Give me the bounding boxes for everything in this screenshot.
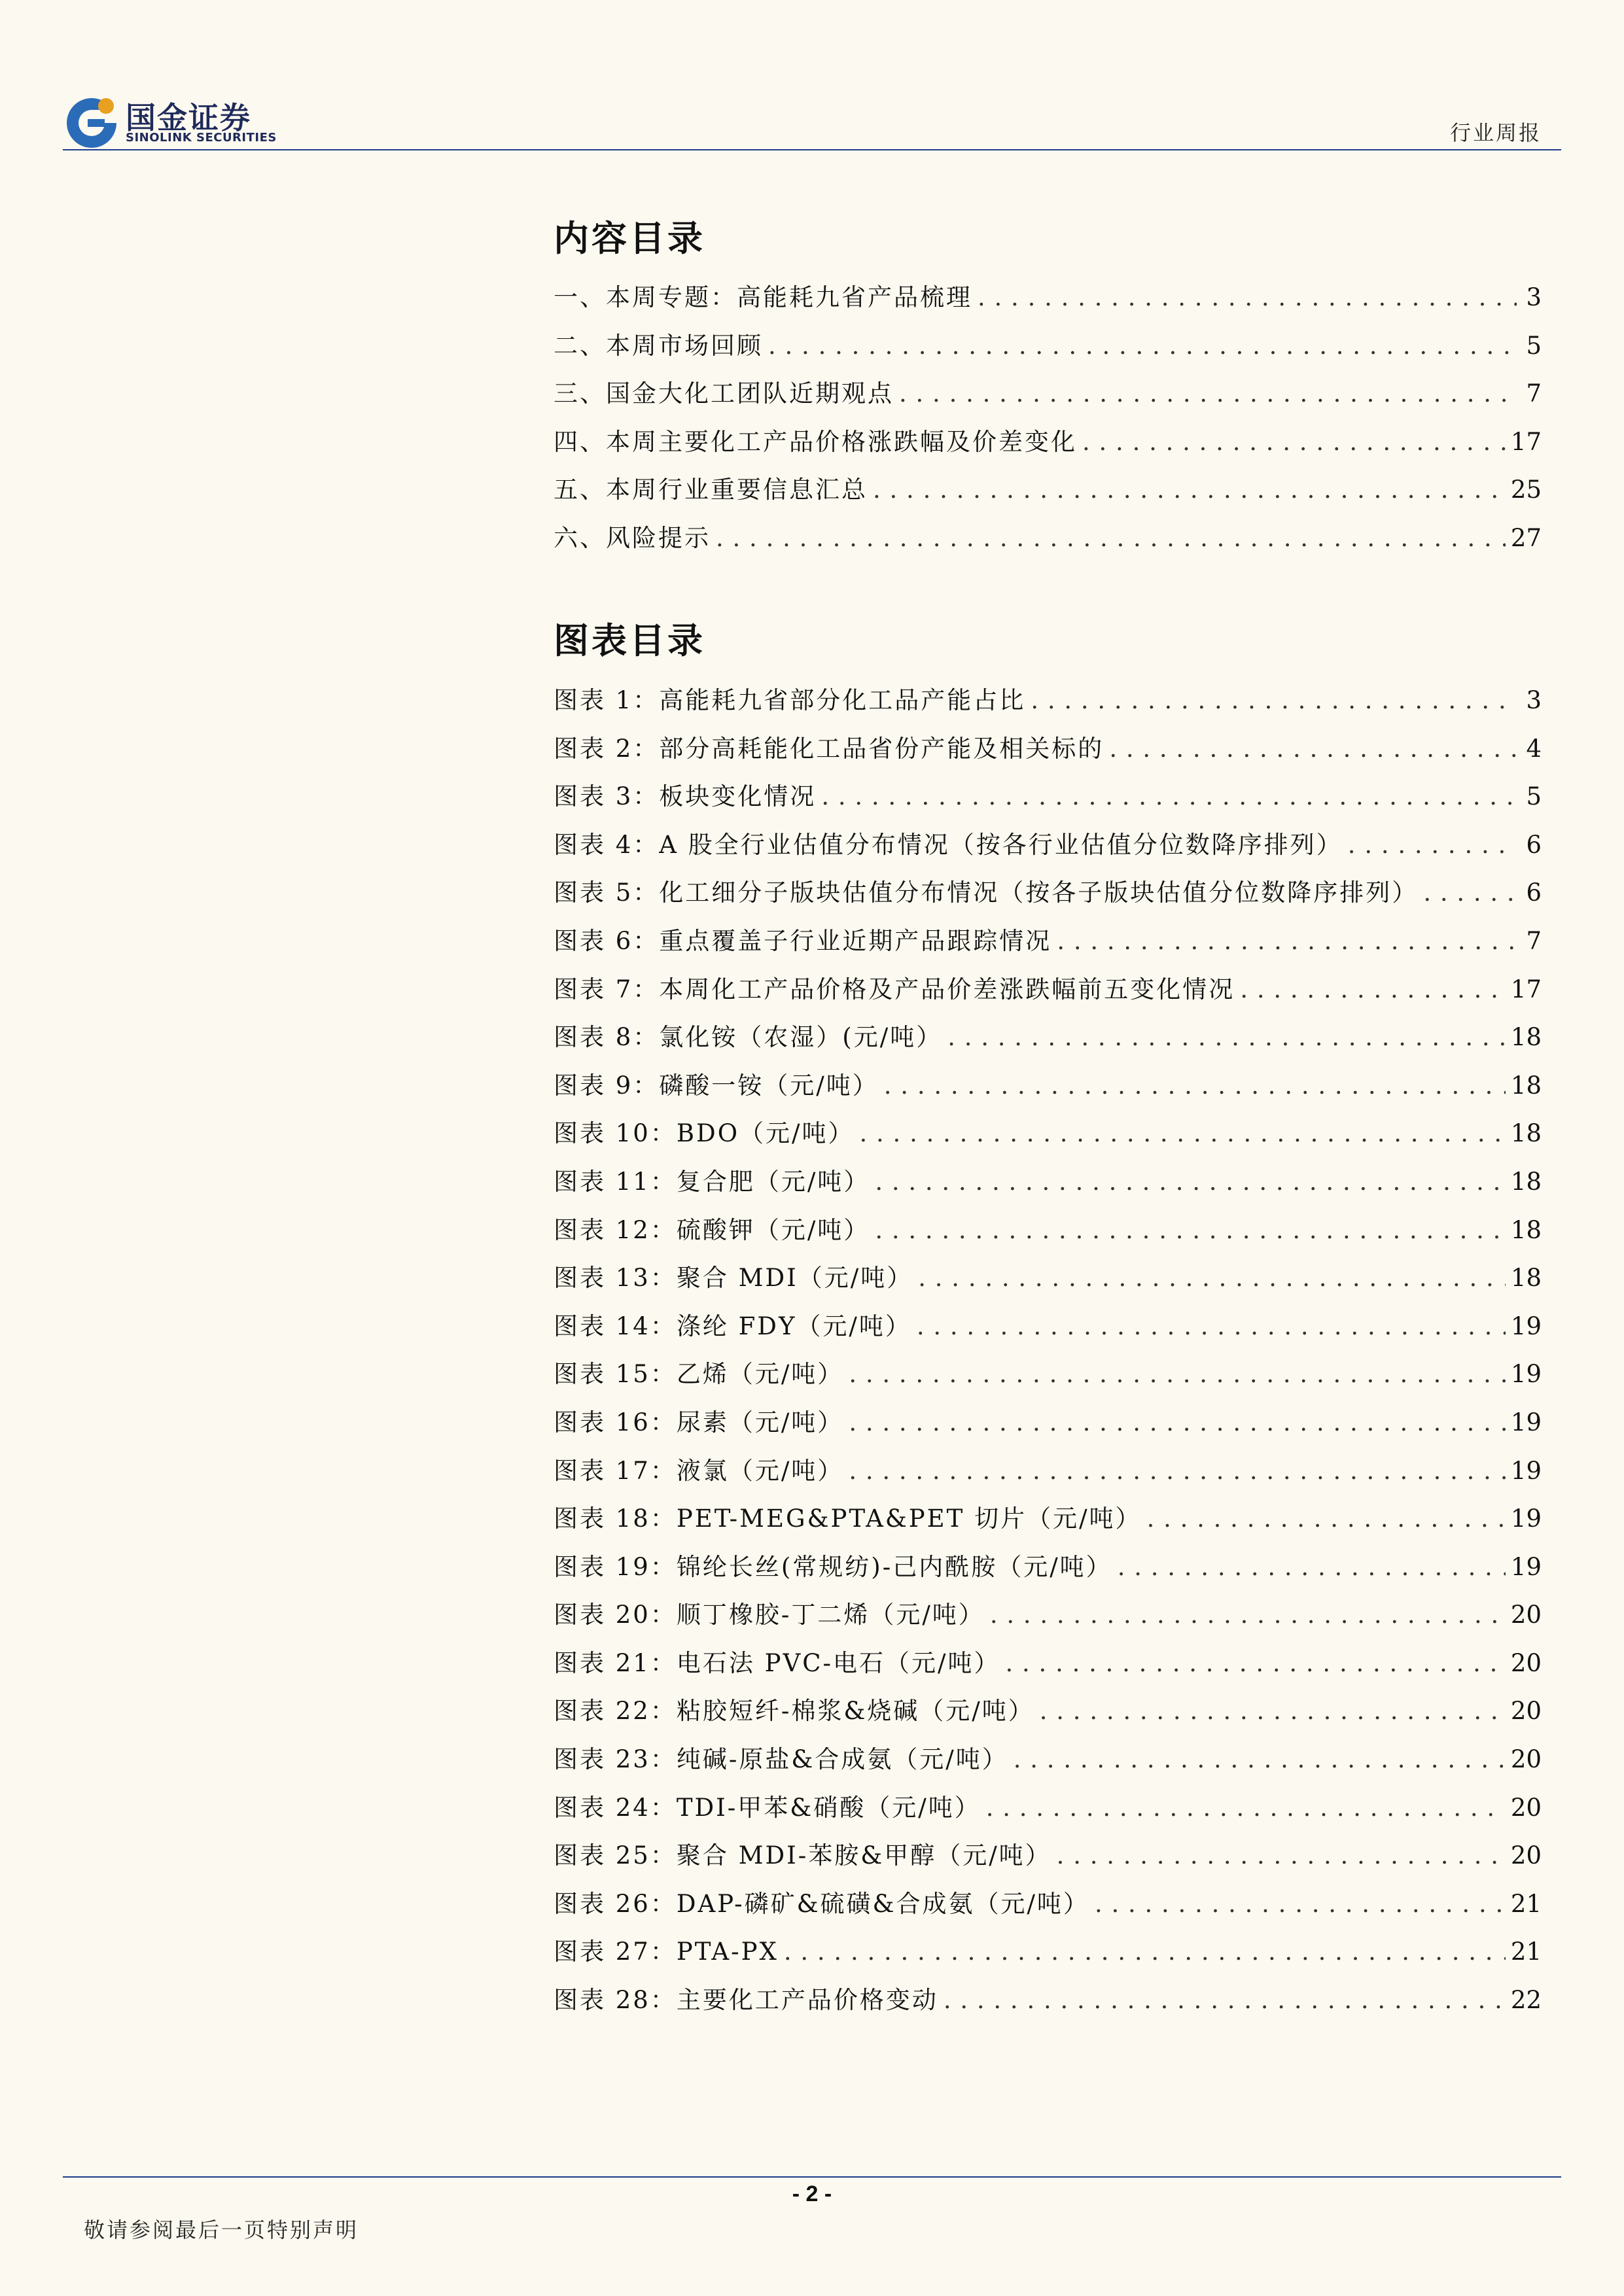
figure-entry[interactable] [554, 1639, 1542, 1688]
toc-entry-label: 四、本周主要化工产品价格涨跌幅及价差变化 [554, 427, 1077, 456]
contents-entry[interactable] [554, 514, 1542, 563]
toc-page-number: 21 [1510, 1938, 1542, 1966]
toc-entry-label: 图表 3：板块变化情况 [554, 782, 817, 811]
toc-leader-dots [716, 514, 1506, 563]
figures-title: 图表目录 [554, 619, 705, 661]
toc-leader-dots [1109, 725, 1517, 773]
figure-entry[interactable] [554, 1062, 1542, 1110]
contents-entry[interactable] [554, 370, 1542, 418]
toc-page-number: 5 [1526, 331, 1542, 360]
figure-entry[interactable] [554, 1302, 1542, 1351]
toc-leader-dots [1014, 1735, 1506, 1784]
toc-page-number: 6 [1526, 878, 1542, 907]
toc-page-number: 17 [1510, 427, 1542, 456]
figure-entry[interactable] [554, 1735, 1542, 1784]
contents-entry[interactable] [554, 466, 1542, 514]
sinolink-logo-icon [63, 93, 120, 150]
toc-leader-dots [768, 322, 1517, 370]
toc-leader-dots [978, 273, 1517, 322]
toc-entry-label: 图表 24：TDI-甲苯&硝酸（元/吨） [554, 1793, 981, 1822]
toc-leader-dots [849, 1447, 1506, 1495]
figure-entry[interactable] [554, 676, 1542, 725]
toc-entry-label: 图表 14：涤纶 FDY（元/吨） [554, 1312, 911, 1340]
toc-leader-dots [1057, 917, 1517, 965]
toc-leader-dots [986, 1784, 1506, 1832]
toc-page-number: 19 [1510, 1552, 1542, 1581]
toc-entry-label: 图表 19：锦纶长丝(常规纺)-己内酰胺（元/吨） [554, 1552, 1112, 1581]
toc-entry-label: 五、本周行业重要信息汇总 [554, 476, 868, 504]
toc-leader-dots [918, 1254, 1506, 1302]
toc-entry-label: 图表 27：PTA-PX [554, 1938, 779, 1966]
toc-leader-dots [875, 1206, 1506, 1255]
toc-page-number: 5 [1526, 782, 1542, 811]
figure-entry[interactable] [554, 1880, 1542, 1928]
toc-entry-label: 图表 1：高能耗九省部分化工品产能占比 [554, 686, 1026, 714]
toc-page-number: 6 [1526, 830, 1542, 859]
figure-entry[interactable] [554, 1254, 1542, 1302]
header-divider [63, 149, 1561, 150]
figure-entry[interactable] [554, 1543, 1542, 1592]
toc-entry-label: 图表 28：主要化工产品价格变动 [554, 1986, 938, 2015]
toc-entry-label: 图表 16：尿素（元/吨） [554, 1408, 844, 1436]
toc-leader-dots [860, 1109, 1506, 1158]
toc-entry-label: 图表 23：纯碱-原盐&合成氨（元/吨） [554, 1745, 1008, 1774]
figure-entry[interactable] [554, 1447, 1542, 1495]
toc-page-number: 7 [1526, 926, 1542, 955]
figure-entry[interactable] [554, 1013, 1542, 1062]
toc-leader-dots [944, 1976, 1506, 2025]
toc-leader-dots [1147, 1495, 1506, 1543]
toc-page-number: 18 [1510, 1167, 1542, 1196]
toc-page-number: 27 [1510, 523, 1542, 552]
toc-leader-dots [884, 1062, 1506, 1110]
toc-entry-label: 图表 15：乙烯（元/吨） [554, 1360, 844, 1389]
toc-entry-label: 图表 12：硫酸钾（元/吨） [554, 1215, 870, 1244]
toc-leader-dots [821, 773, 1517, 821]
toc-entry-label: 图表 25：聚合 MDI-苯胺&甲醇（元/吨） [554, 1841, 1051, 1870]
toc-page-number: 18 [1510, 1264, 1542, 1293]
figure-entry[interactable] [554, 1928, 1542, 1976]
toc-entry-label: 图表 21：电石法 PVC-电石（元/吨） [554, 1648, 1000, 1677]
contents-entry[interactable] [554, 418, 1542, 466]
footer-divider [63, 2176, 1561, 2178]
toc-entry-label: 图表 13：聚合 MDI（元/吨） [554, 1264, 913, 1293]
toc-entry-label: 图表 2：部分高耗能化工品省份产能及相关标的 [554, 734, 1104, 763]
contents-entry[interactable] [554, 273, 1542, 322]
toc-page-number: 18 [1510, 1215, 1542, 1244]
toc-entry-label: 图表 8：氯化铵（农湿）(元/吨） [554, 1023, 943, 1052]
toc-page-number: 3 [1526, 686, 1542, 714]
toc-entry-label: 图表 11：复合肥（元/吨） [554, 1167, 870, 1196]
document-type: 行业周报 [1449, 120, 1542, 145]
toc-entry-label: 三、国金大化工团队近期观点 [554, 379, 894, 408]
toc-leader-dots [1118, 1543, 1506, 1592]
figure-entry[interactable] [554, 917, 1542, 965]
toc-page-number: 3 [1526, 283, 1542, 311]
toc-page-number: 20 [1510, 1793, 1542, 1822]
toc-leader-dots [1006, 1639, 1506, 1688]
toc-entry-label: 图表 26：DAP-磷矿&硫磺&合成氨（元/吨） [554, 1889, 1089, 1918]
figure-entry[interactable] [554, 1399, 1542, 1447]
toc-leader-dots [1348, 821, 1517, 869]
toc-entry-label: 图表 18：PET-MEG&PTA&PET 切片（元/吨） [554, 1505, 1142, 1533]
toc-leader-dots [1031, 676, 1517, 725]
toc-leader-dots [917, 1302, 1506, 1351]
toc-entry-label: 图表 6：重点覆盖子行业近期产品跟踪情况 [554, 926, 1052, 955]
figure-entry[interactable] [554, 725, 1542, 773]
toc-page-number: 7 [1526, 379, 1542, 408]
toc-page-number: 18 [1510, 1071, 1542, 1100]
toc-entry-label: 图表 10：BDO（元/吨） [554, 1119, 855, 1148]
toc-leader-dots [1095, 1880, 1506, 1928]
figure-entry[interactable] [554, 965, 1542, 1014]
toc-entry-label: 图表 4：A 股全行业估值分布情况（按各行业估值分位数降序排列） [554, 830, 1343, 859]
figure-entry[interactable] [554, 1784, 1542, 1832]
toc-page-number: 20 [1510, 1697, 1542, 1726]
disclaimer: 敬请参阅最后一页特别声明 [84, 2218, 359, 2242]
toc-entry-label: 图表 7：本周化工产品价格及产品价差涨跌幅前五变化情况 [554, 975, 1235, 1003]
figure-entry[interactable] [554, 1495, 1542, 1543]
toc-leader-dots [1423, 869, 1517, 917]
toc-entry-label: 二、本周市场回顾 [554, 331, 763, 360]
toc-page-number: 19 [1510, 1505, 1542, 1533]
figure-entry[interactable] [554, 1158, 1542, 1206]
toc-page-number: 20 [1510, 1648, 1542, 1677]
figure-entry[interactable] [554, 773, 1542, 821]
toc-leader-dots [849, 1350, 1506, 1399]
figure-entry[interactable] [554, 869, 1542, 917]
toc-leader-dots [875, 1158, 1506, 1206]
toc-leader-dots [990, 1591, 1506, 1639]
toc-page-number: 18 [1510, 1023, 1542, 1052]
toc-page-number: 25 [1510, 476, 1542, 504]
contents-list [554, 273, 1542, 563]
toc-leader-dots [1040, 1687, 1506, 1735]
toc-page-number: 20 [1510, 1601, 1542, 1629]
figure-entry[interactable] [554, 821, 1542, 869]
toc-entry-label: 六、风险提示 [554, 523, 711, 552]
toc-leader-dots [873, 466, 1506, 514]
toc-page-number: 19 [1510, 1456, 1542, 1485]
toc-entry-label: 图表 5：化工细分子版块估值分布情况（按各子版块估值分位数降序排列） [554, 878, 1419, 907]
figures-list [554, 676, 1542, 2025]
figure-entry[interactable] [554, 1591, 1542, 1639]
logo-text-en: SINOLINK SECURITIES [126, 131, 277, 145]
toc-page-number: 20 [1510, 1841, 1542, 1870]
toc-page-number: 21 [1510, 1889, 1542, 1918]
company-logo [63, 93, 298, 150]
toc-page-number: 19 [1510, 1360, 1542, 1389]
toc-leader-dots [947, 1013, 1506, 1062]
figure-entry[interactable] [554, 1832, 1542, 1880]
toc-entry-label: 图表 20：顺丁橡胶-丁二烯（元/吨） [554, 1601, 985, 1629]
contents-title: 内容目录 [554, 217, 705, 259]
toc-leader-dots [849, 1399, 1506, 1447]
figure-entry[interactable] [554, 1206, 1542, 1255]
logo-text-cn: 国金证券 [126, 100, 251, 135]
figure-entry[interactable] [554, 1109, 1542, 1158]
toc-page-number: 18 [1510, 1119, 1542, 1148]
toc-leader-dots [899, 370, 1517, 418]
toc-entry-label: 图表 22：粘胶短纤-棉浆&烧碱（元/吨） [554, 1697, 1034, 1726]
toc-page-number: 20 [1510, 1745, 1542, 1774]
figure-entry[interactable] [554, 1976, 1542, 2025]
toc-page-number: 19 [1510, 1312, 1542, 1340]
toc-page-number: 17 [1510, 975, 1542, 1003]
toc-leader-dots [1082, 418, 1506, 466]
toc-leader-dots [784, 1928, 1506, 1976]
figure-entry[interactable] [554, 1687, 1542, 1735]
toc-page-number: 4 [1526, 734, 1542, 763]
toc-page-number: 22 [1510, 1986, 1542, 2015]
toc-entry-label: 一、本周专题：高能耗九省产品梳理 [554, 283, 972, 311]
toc-entry-label: 图表 17：液氯（元/吨） [554, 1456, 844, 1485]
toc-leader-dots [1240, 965, 1506, 1014]
toc-leader-dots [1057, 1832, 1506, 1880]
contents-entry[interactable] [554, 322, 1542, 370]
toc-entry-label: 图表 9：磷酸一铵（元/吨） [554, 1071, 879, 1100]
toc-page-number: 19 [1510, 1408, 1542, 1436]
figure-entry[interactable] [554, 1350, 1542, 1399]
page-number: - 2 - [792, 2182, 832, 2206]
